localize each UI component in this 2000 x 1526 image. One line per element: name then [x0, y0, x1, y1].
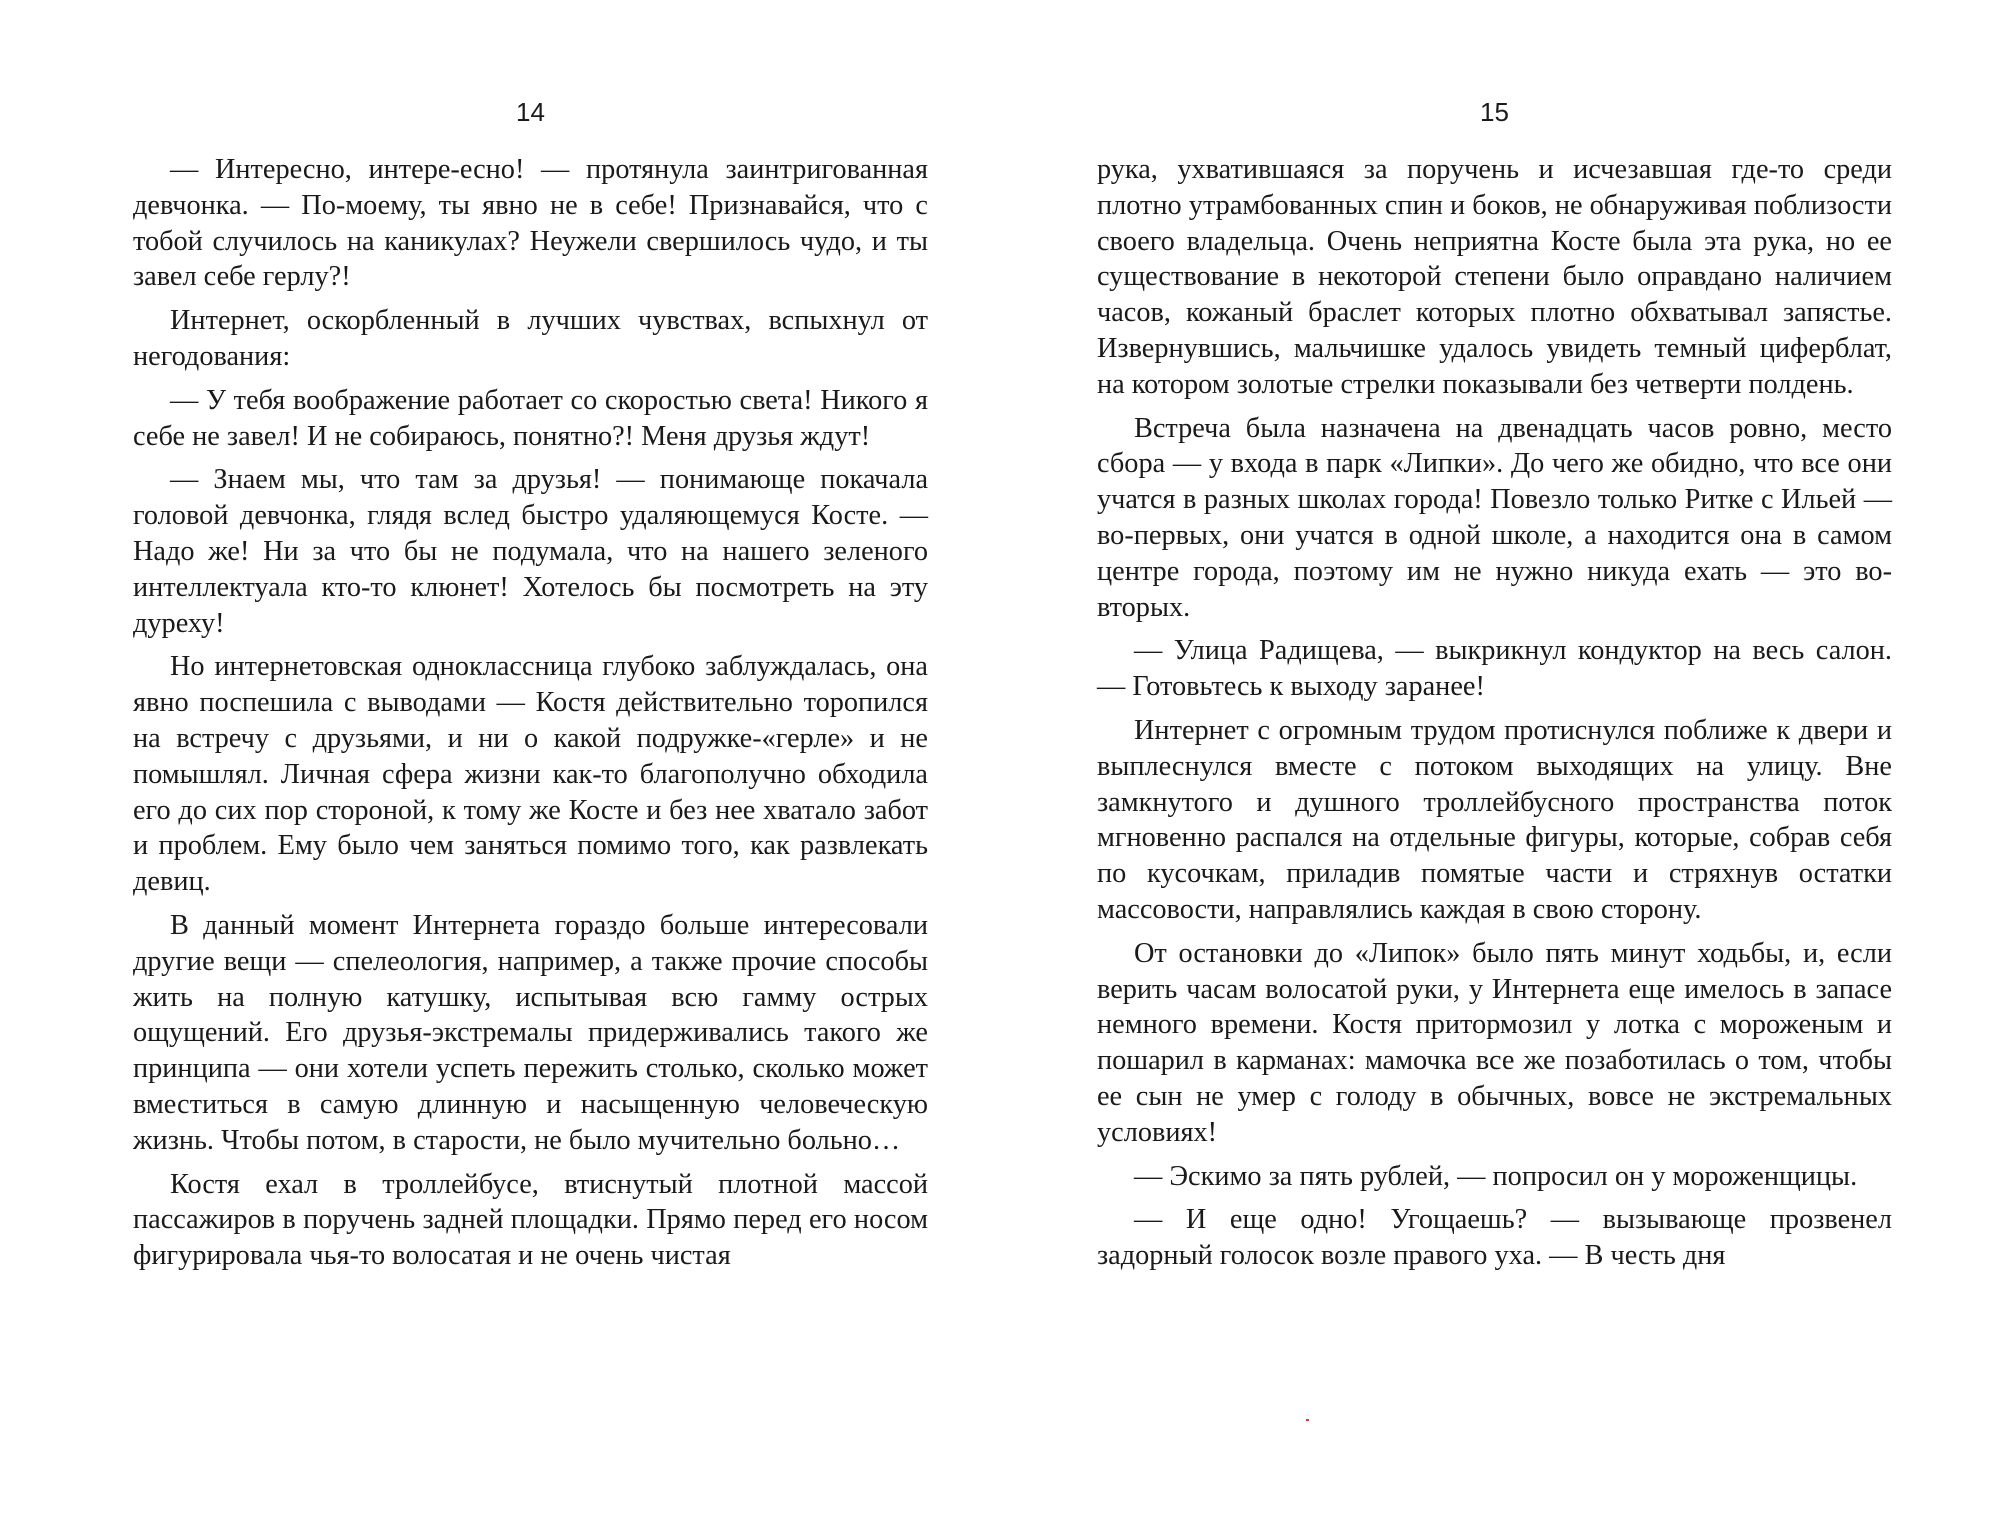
paragraph: — Эскимо за пять рублей, — попросил он у мороженщицы.: [1134, 1160, 1858, 1192]
left-page-text: [133, 152, 928, 1274]
ink-speck: [1306, 1419, 1309, 1421]
paragraph-continued: рука, ухватившаяся за поручень и исчезавшая где-то среди плотно утрамбованных спин и боков, не обнаруживая поблизости своего владельца. Очень неприятна Косте была эта рука, но ее существование в некоторой степени было оправдано наличием часов, кожаный браслет которых плотно обхватывал запястье. Извернувшись, мальчишке удалось увидеть темный циферблат, на котором золотые стрелки показывали без четверти полдень.: [1097, 154, 1892, 400]
paragraph: — И еще одно! Угощаешь? — вызывающе прозвенел задорный голосок возле правого уха. — В честь дня: [1097, 1204, 1892, 1272]
paragraph: В данный момент Интернета гораздо больше интересовали другие вещи — спелеология, например, а также прочие способы жить на полную катушку, испытывая всю гамму острых ощущений. Его друзья-экстремалы придерживались такого же принципа — они хотели успеть пережить столько, сколько может вместиться в самую длинную и насыщенную человеческую жизнь. Чтобы потом, в старости, не было мучительно больно…: [133, 909, 928, 1156]
right-page-text: [1097, 152, 1892, 1274]
paragraph: Интернет с огромным трудом протиснулся поближе к двери и выплеснулся вместе с потоком выходящих на улицу. Вне замкнутого и душного троллейбусного пространства поток мгновенно распался на отдельные фигуры, которые, собрав себя по кусочкам, приладив помятые части и стряхнув остатки массовости, направлялись каждая в свою сторону.: [1097, 714, 1892, 925]
paragraph: — У тебя воображение работает со скоростью света! Никого я себе не завел! И не собираюсь, понятно?! Меня друзья ждут!: [133, 384, 928, 452]
paragraph: Интернет, оскорбленный в лучших чувствах, вспыхнул от негодования:: [133, 305, 928, 372]
paragraph: — Интересно, интере-есно! — протянула заинтригованная девчонка. — По-моему, ты явно не в себе! Признавайся, что с тобой случилось на каникулах? Неужели свершилось чудо, и ты завел себе герлу?!: [133, 154, 928, 293]
paragraph: Но интернетовская одноклассница глубоко заблуждалась, она явно поспешила с выводами — Костя действительно торопился на встречу с друзьями, и ни о какой подружке-«герле» и не помышлял. Личная сфера жизни как-то благополучно обходила его до сих пор стороной, к тому же Косте и без нее хватало забот и проблем. Ему было чем заняться помимо того, как развлекать девиц.: [133, 651, 928, 898]
left-page: [133, 92, 928, 1282]
right-page: [1097, 92, 1892, 1282]
paragraph: — Улица Радищева, — выкрикнул кондуктор на весь салон. — Готовьтесь к выходу заранее!: [1097, 635, 1892, 703]
paragraph: Встреча была назначена на двенадцать часов ровно, место сбора — у входа в парк «Липки». До чего же обидно, что все они учатся в разных школах города! Повезло только Ритке с Ильей — во-первых, они учатся в одной школе, а находится она в самом центре города, поэтому им не нужно никуда ехать — это во-вторых.: [1097, 412, 1892, 623]
paragraph: Костя ехал в троллейбусе, втиснутый плотной массой пассажиров в поручень задней площадки. Прямо перед его носом фигурировала чья-то волосатая и не очень чистая: [133, 1168, 928, 1272]
paragraph: От остановки до «Липок» было пять минут ходьбы, и, если верить часам волосатой руки, у Интернета еще имелось в запасе немного времени. Костя притормозил у лотка с мороженым и пошарил в карманах: мамочка все же позаботилась о том, чтобы ее сын не умер с голоду в обычных, вовсе не экстремальных условиях!: [1097, 937, 1892, 1148]
paragraph: — Знаем мы, что там за друзья! — понимающе покачала головой девчонка, глядя вслед быстро удаляющемуся Косте. — Надо же! Ни за что бы не подумала, что на нашего зеленого интеллектуала кто-то клюнет! Хотелось бы посмотреть на эту дуреху!: [133, 464, 928, 639]
page-number-left: 14: [516, 97, 545, 127]
page-number-right: 15: [1480, 97, 1509, 127]
